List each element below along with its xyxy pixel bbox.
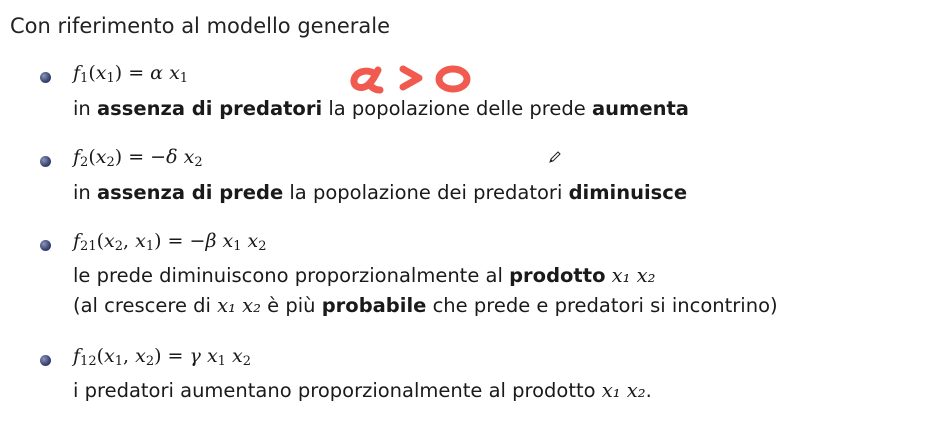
formula: $f_{12}(x_1$, $x_2) = \gamma$ $x_1$ $x_2$ — [73, 345, 251, 369]
description-line: (al crescere di x₁ x₂ è più probabile che prede e predatori si incontrino) — [73, 294, 778, 317]
description-line: i predatori aumentano proporzionalmente al prodotto x₁ x₂. — [73, 379, 652, 402]
formula: $f_2(x_2) = -\delta$ $x_2$ — [73, 146, 203, 170]
pencil-cursor-icon — [548, 150, 562, 164]
description-line: in assenza di predatori la popolazione delle prede aumenta — [73, 97, 689, 120]
handwritten-annotation — [345, 60, 480, 98]
formula: $f_1(x_1) = \alpha$ $x_1$ — [73, 62, 189, 86]
bullet-icon — [40, 72, 51, 83]
bullet-icon — [40, 355, 51, 366]
description-line: le prede diminuiscono proporzionalmente al prodotto x₁ x₂ — [73, 264, 656, 287]
slide-title: Con riferimento al modello generale — [10, 14, 391, 38]
bullet-icon — [40, 240, 51, 251]
bullet-icon — [40, 156, 51, 167]
description-line: in assenza di prede la popolazione dei predatori diminuisce — [73, 181, 688, 204]
formula: $f_{21}(x_2$, $x_1) = -\beta$ $x_1$ $x_2$ — [73, 230, 267, 254]
